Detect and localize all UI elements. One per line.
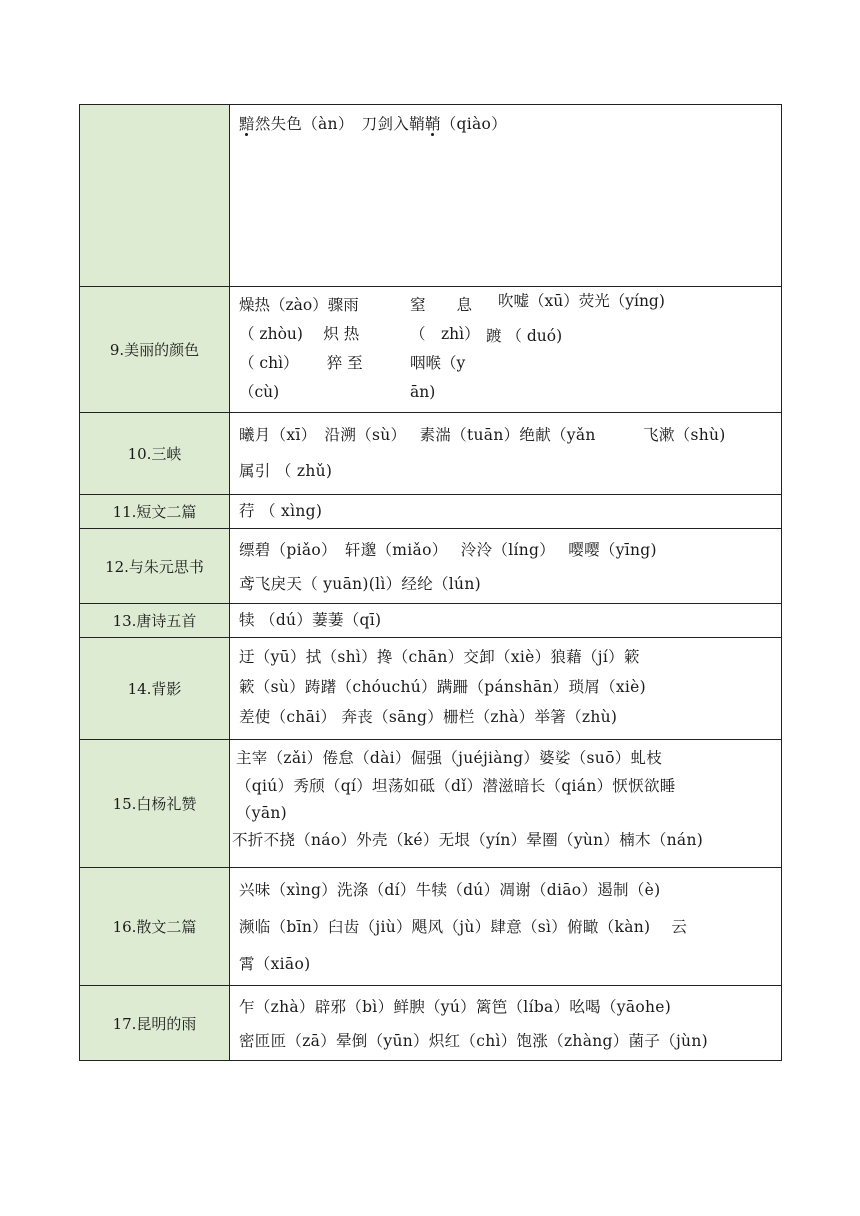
content-line: 燥热（zào）骤雨 [239, 296, 359, 314]
table-row [80, 495, 782, 529]
dotted-char: 黯 [239, 115, 255, 133]
content-line: 密匝匝（zā）晕倒（yūn）炽红（chì）饱涨（zhàng）菌子（jùn) [239, 1032, 708, 1050]
content-line: 不折不挠（náo）外壳（ké）无垠（yín）晕圈（yùn）楠木（nán) [232, 831, 704, 849]
content-line: 咽喉（y [410, 354, 466, 372]
dotted-char: 鞘 [424, 115, 441, 133]
content-line [239, 109, 777, 139]
content-line: 曦月（xī） 沿溯（sù） 素湍（tuān）绝献（yǎn 飞漱（shù) [239, 426, 726, 444]
row-content [230, 638, 782, 740]
table-row [80, 529, 782, 604]
column-2 [410, 291, 480, 407]
row-label: 17.昆明的雨 [80, 986, 230, 1061]
row-content [230, 495, 782, 529]
row-content [230, 604, 782, 638]
content-line: 犊 （dú）萋萋（qī) [239, 611, 382, 629]
row-content [230, 868, 782, 986]
table-row [80, 105, 782, 287]
content-line: （ chì） 猝 至 [239, 354, 363, 372]
row-content [230, 529, 782, 604]
content-line: 缥碧（piǎo） 轩邈（miǎo） 泠泠（líng） 嘤嘤（yīng) [239, 541, 657, 559]
table-row [80, 604, 782, 638]
table-row [80, 413, 782, 495]
row-9-layout [230, 287, 781, 405]
content-line: 吹嘘（xū）荧光（yíng) [498, 292, 665, 310]
row-content [230, 986, 782, 1061]
vocabulary-table [79, 104, 782, 1061]
content-line: ān) [410, 383, 436, 401]
table-row [80, 986, 782, 1061]
row-label: 15.白杨礼赞 [80, 740, 230, 868]
content-line: 主宰（zǎi）倦怠（dài）倔强（juéjiàng）婆娑（suō）虬枝 [236, 749, 663, 767]
content-line: （cù) [239, 383, 280, 401]
row-content [230, 287, 782, 413]
content-line: 属引 （ zhǔ) [239, 462, 333, 480]
row-label: 16.散文二篇 [80, 868, 230, 986]
content-line: 兴味（xìng）洗涤（dí）牛犊（dú）凋谢（diāo）遏制（è) [239, 881, 661, 899]
table-row [80, 287, 782, 413]
content-line: 踱 （ duó) [486, 327, 563, 345]
content-line: 簌（sù）踌躇（chóuchú）蹒跚（pánshān）琐屑（xiè) [239, 678, 646, 696]
content-line: （ zhòu) 炽 热 [239, 325, 360, 343]
column-1 [239, 291, 363, 407]
content-line: 迂（yū）拭（shì）搀（chān）交卸（xiè）狼藉（jí）簌 [239, 648, 640, 666]
content-line: （yān) [236, 804, 288, 822]
row-label: 13.唐诗五首 [80, 604, 230, 638]
row-label [80, 105, 230, 287]
content-line: 差使（chāi） 奔丧（sāng）栅栏（zhà）举箸（zhù) [239, 708, 618, 726]
content-line: 濒临（bīn）臼齿（jiù）飓风（jù）肆意（sì）俯瞰（kàn) 云 [239, 918, 688, 936]
row-label: 10.三峡 [80, 413, 230, 495]
row-label: 9.美丽的颜色 [80, 287, 230, 413]
row-label: 14.背影 [80, 638, 230, 740]
row-label: 11.短文二篇 [80, 495, 230, 529]
table-row [80, 740, 782, 868]
table-row [80, 868, 782, 986]
table-row [80, 638, 782, 740]
column-3 [486, 287, 665, 351]
text-run: 然失色（àn） 刀剑入鞘 [254, 115, 425, 133]
text-run: （qiào） [440, 115, 507, 133]
row-label: 12.与朱元思书 [80, 529, 230, 604]
row-content [230, 105, 782, 287]
content-line: 霄（xiāo) [239, 955, 311, 973]
row-content [230, 413, 782, 495]
content-line: 鸢飞戾天（ yuān)(lì）经纶（lún) [239, 575, 481, 593]
content-line: （ zhì） [410, 325, 480, 343]
content-line: 荇 （ xìng) [239, 502, 323, 520]
row-content [230, 740, 782, 868]
content-line: （qiú）秀颀（qí）坦荡如砥（dǐ）潜滋暗长（qián）恹恹欲睡 [236, 777, 676, 795]
content-line: 乍（zhà）辟邪（bì）鲜腴（yú）篱笆（líba）吆喝（yāohe) [239, 998, 672, 1016]
content-line: 窒 息 [410, 296, 473, 314]
